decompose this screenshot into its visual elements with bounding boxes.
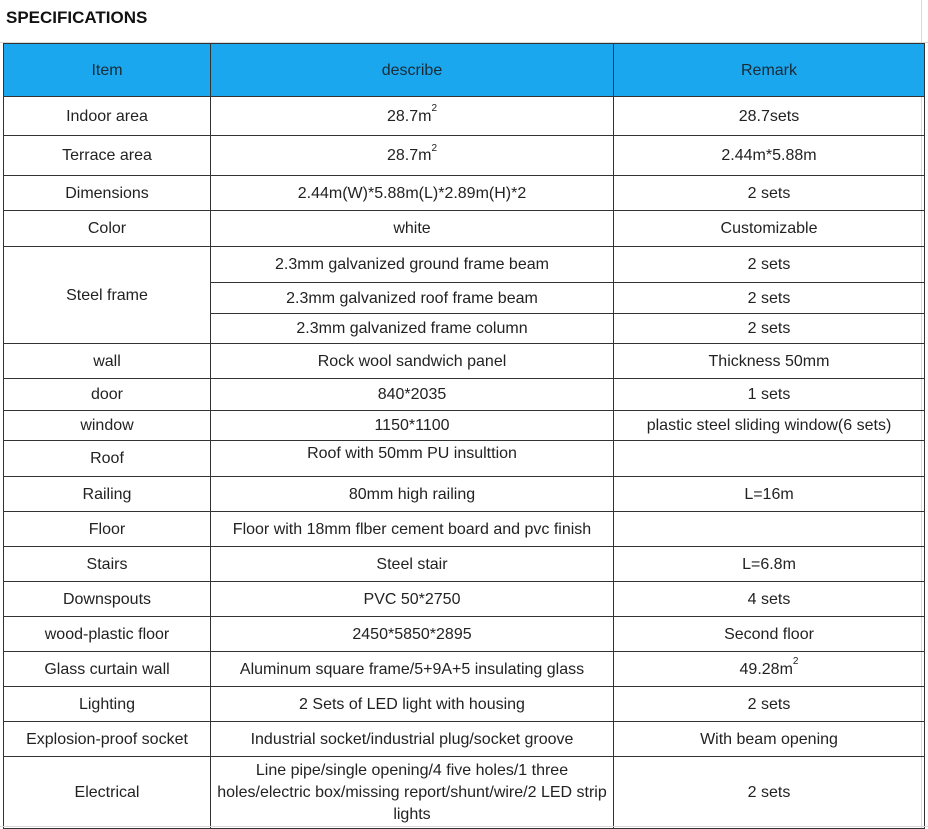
- item-cell: Glass curtain wall: [4, 652, 211, 687]
- describe-cell: Floor with 18mm flber cement board and pvc finish: [211, 512, 614, 547]
- describe-cell: Line pipe/single opening/4 five holes/1 three holes/electric box/missing report/shunt/wire/2 LED strip lights: [211, 757, 614, 829]
- table-row: [4, 176, 925, 211]
- describe-cell: 1150*1100: [211, 411, 614, 441]
- item-cell: Explosion-proof socket: [4, 722, 211, 757]
- describe-cell: Industrial socket/industrial plug/socket groove: [211, 722, 614, 757]
- describe-cell: PVC 50*2750: [211, 582, 614, 617]
- describe-cell: Aluminum square frame/5+9A+5 insulating glass: [211, 652, 614, 687]
- grid-line: [0, 826, 928, 827]
- remark-cell: [614, 512, 925, 547]
- describe-cell: 2.3mm galvanized frame column: [211, 314, 614, 344]
- item-cell: Stairs: [4, 547, 211, 582]
- table-row: [4, 379, 925, 411]
- header-describe: describe: [211, 44, 614, 97]
- describe-cell: 840*2035: [211, 379, 614, 411]
- remark-cell: $49.28m^2$: [614, 652, 925, 687]
- remark-cell: plastic steel sliding window(6 sets): [614, 411, 925, 441]
- remark-cell: 2 sets: [614, 283, 925, 314]
- table-row: [4, 722, 925, 757]
- describe-cell: white: [211, 211, 614, 247]
- table-row: [4, 512, 925, 547]
- remark-cell: Thickness 50mm: [614, 344, 925, 379]
- remark-cell: 28.7sets: [614, 97, 925, 136]
- describe-cell: 80mm high railing: [211, 477, 614, 512]
- remark-cell: 2.44m*5.88m: [614, 136, 925, 176]
- table-row: [4, 97, 925, 136]
- describe-cell: $28.7m^2$: [211, 97, 614, 136]
- describe-cell: 2 Sets of LED light with housing: [211, 687, 614, 722]
- remark-cell: 2 sets: [614, 757, 925, 829]
- item-cell: Lighting: [4, 687, 211, 722]
- spec-table: [3, 43, 925, 829]
- item-cell: Indoor area: [4, 97, 211, 136]
- item-cell: Railing: [4, 477, 211, 512]
- item-cell: wall: [4, 344, 211, 379]
- table-row: [4, 687, 925, 722]
- describe-cell: Rock wool sandwich panel: [211, 344, 614, 379]
- item-cell: wood-plastic floor: [4, 617, 211, 652]
- table-row: [4, 136, 925, 176]
- item-cell: Color: [4, 211, 211, 247]
- remark-cell: Customizable: [614, 211, 925, 247]
- describe-cell: 2.44m(W)*5.88m(L)*2.89m(H)*2: [211, 176, 614, 211]
- remark-cell: Second floor: [614, 617, 925, 652]
- remark-cell: L=6.8m: [614, 547, 925, 582]
- describe-cell: 2.3mm galvanized ground frame beam: [211, 247, 614, 283]
- item-cell: Dimensions: [4, 176, 211, 211]
- header-remark: Remark: [614, 44, 925, 97]
- header-item: Item: [4, 44, 211, 97]
- item-cell: Steel frame: [4, 247, 211, 344]
- item-cell: Roof: [4, 441, 211, 477]
- table-row: [4, 652, 925, 687]
- table-row: [4, 547, 925, 582]
- item-cell: Terrace area: [4, 136, 211, 176]
- table-row: [4, 344, 925, 379]
- table-row: [4, 582, 925, 617]
- remark-cell: 1 sets: [614, 379, 925, 411]
- remark-cell: 2 sets: [614, 247, 925, 283]
- remark-cell: 2 sets: [614, 687, 925, 722]
- page-title: SPECIFICATIONS: [6, 8, 148, 27]
- remark-cell: 4 sets: [614, 582, 925, 617]
- header-row: [4, 44, 925, 97]
- item-cell: Downspouts: [4, 582, 211, 617]
- describe-cell: Roof with 50mm PU insulttion: [211, 441, 614, 477]
- remark-cell: 2 sets: [614, 314, 925, 344]
- describe-cell: $28.7m^2$: [211, 136, 614, 176]
- describe-cell: Steel stair: [211, 547, 614, 582]
- item-cell: Electrical: [4, 757, 211, 829]
- table-row: [4, 617, 925, 652]
- describe-cell: 2.3mm galvanized roof frame beam: [211, 283, 614, 314]
- describe-cell: 2450*5850*2895: [211, 617, 614, 652]
- item-cell: window: [4, 411, 211, 441]
- table-row: [4, 441, 925, 477]
- item-cell: door: [4, 379, 211, 411]
- remark-cell: 2 sets: [614, 176, 925, 211]
- remark-cell: L=16m: [614, 477, 925, 512]
- title-row: [0, 0, 928, 43]
- table-row: [4, 411, 925, 441]
- item-cell: Floor: [4, 512, 211, 547]
- remark-cell: [614, 441, 925, 477]
- table-row: [4, 211, 925, 247]
- table-row: [4, 477, 925, 512]
- remark-cell: With beam opening: [614, 722, 925, 757]
- table-row: [4, 247, 925, 283]
- table-row: [4, 757, 925, 829]
